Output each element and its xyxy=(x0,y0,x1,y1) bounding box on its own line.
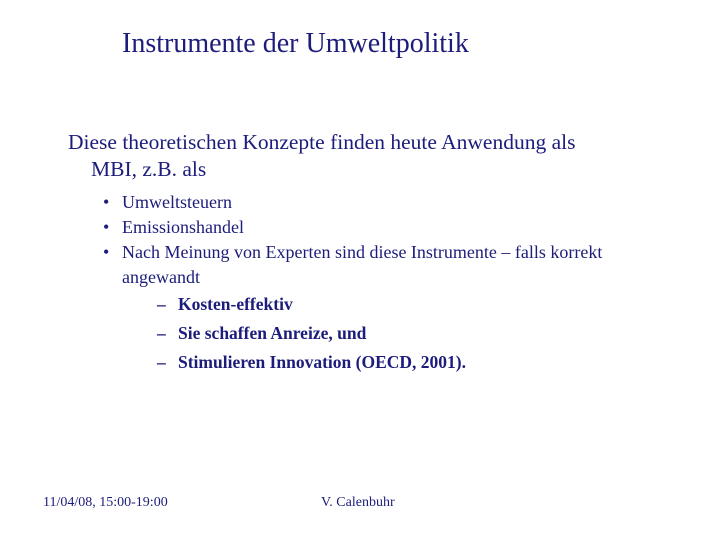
slide-title: Instrumente der Umweltpolitik xyxy=(122,28,469,59)
dash-marker: – xyxy=(157,323,166,343)
bullet-marker: • xyxy=(103,192,110,212)
dash-marker: – xyxy=(157,352,166,372)
sub-list xyxy=(122,290,683,377)
bullet-item-emissionshandel xyxy=(103,215,683,240)
bullet-list xyxy=(103,190,683,377)
sub-item-kosten-effektiv xyxy=(122,290,683,319)
bullet-item-experten xyxy=(103,240,683,377)
sub-item-text: Sie schaffen Anreize, und xyxy=(178,323,367,343)
sub-item-text: Stimulieren Innovation (OECD, 2001). xyxy=(178,352,466,372)
bullet-marker: • xyxy=(103,242,110,262)
footer-date: 11/04/08, 15:00-19:00 xyxy=(43,495,168,510)
bullet-text: Umweltsteuern xyxy=(122,192,232,212)
bullet-marker: • xyxy=(103,217,110,237)
dash-marker: – xyxy=(157,294,166,314)
bullet-item-umweltsteuern xyxy=(103,190,683,215)
bullet-text: Nach Meinung von Experten sind diese Instrumente – falls korrekt angewandt xyxy=(122,242,603,287)
intro-line-2: MBI, z.B. als xyxy=(91,157,207,181)
intro-line-1: Diese theoretischen Konzepte finden heute Anwendung als xyxy=(68,130,576,154)
sub-item-innovation xyxy=(122,348,683,377)
intro-paragraph xyxy=(68,129,668,183)
sub-item-text: Kosten-effektiv xyxy=(178,294,293,314)
bullet-text: Emissionshandel xyxy=(122,217,244,237)
sub-item-anreize xyxy=(122,319,683,348)
footer-author: V. Calenbuhr xyxy=(321,495,395,510)
